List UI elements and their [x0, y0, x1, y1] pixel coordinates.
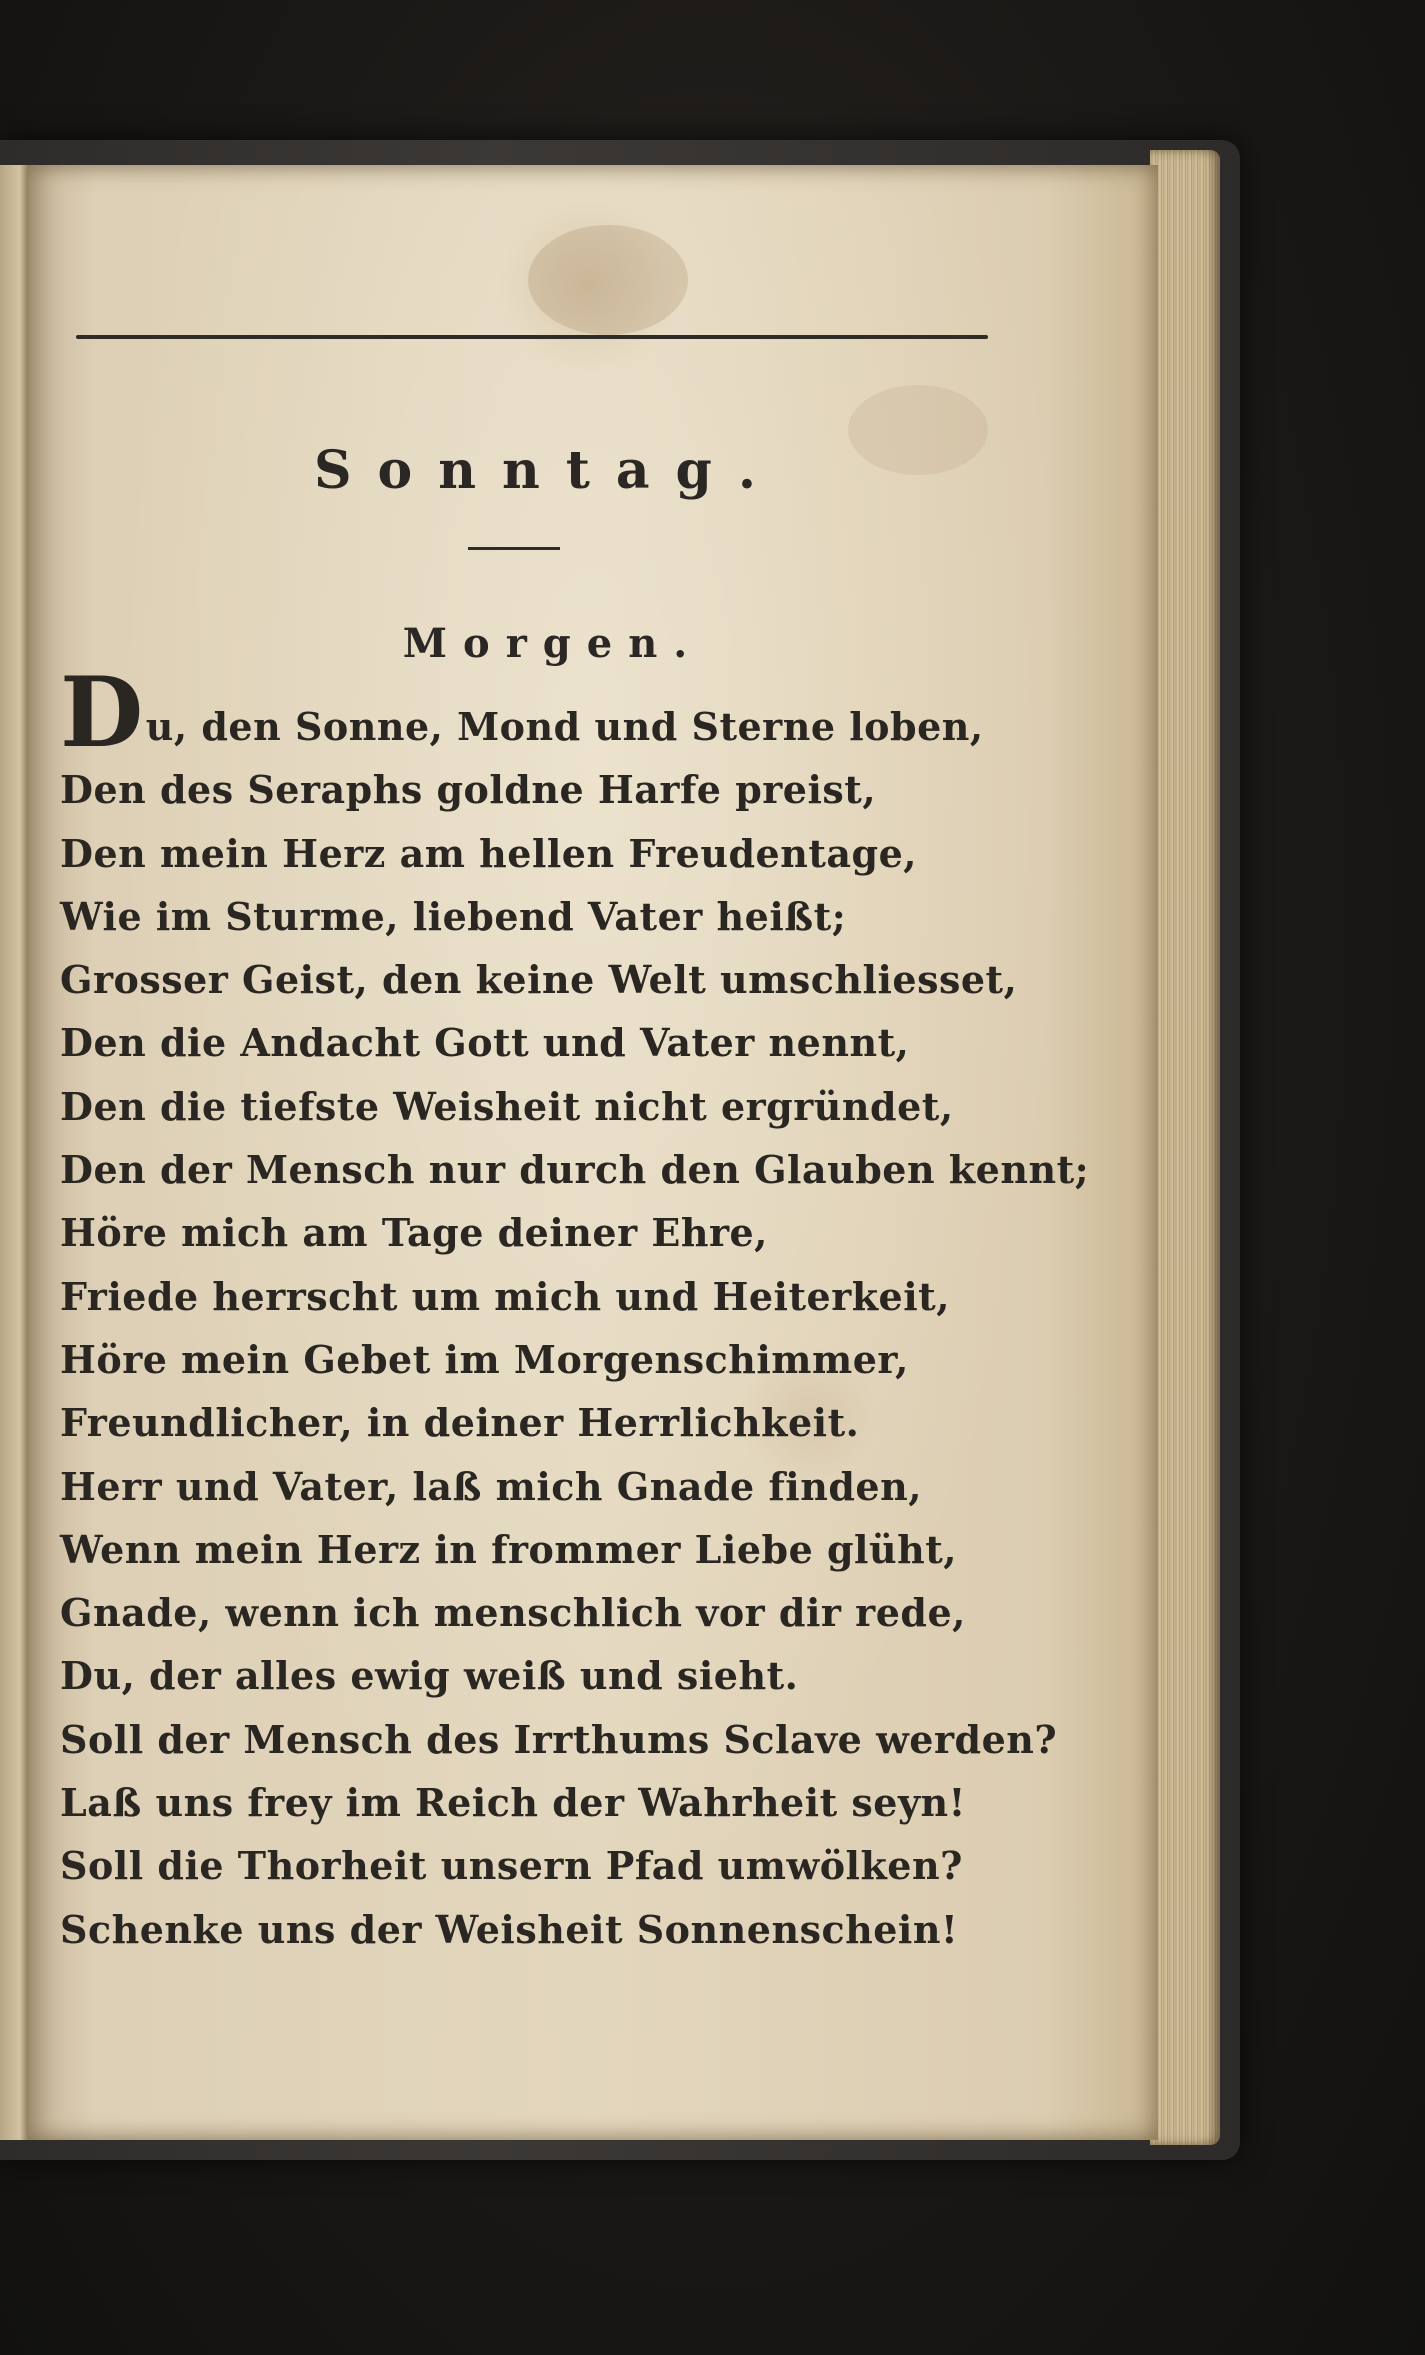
poem-line: Wenn mein Herz in frommer Liebe glüht,: [60, 1526, 958, 1572]
page-edges: [1150, 150, 1220, 2145]
poem-line: Laß uns frey im Reich der Wahrheit seyn!: [60, 1780, 966, 1826]
poem-line: Den die tiefste Weisheit nicht ergründet,: [60, 1083, 954, 1129]
poem-line: Den der Mensch nur durch den Glauben kennt;: [60, 1147, 1090, 1193]
poem-line: Soll die Thorheit unsern Pfad umwölken?: [60, 1843, 963, 1889]
poem-line: Höre mein Gebet im Morgenschimmer,: [60, 1336, 909, 1382]
drop-cap: D: [60, 656, 144, 769]
poem-line: Den die Andacht Gott und Vater nennt,: [60, 1020, 910, 1066]
poem-line: Grosser Geist, den keine Welt umschliesset,: [60, 957, 1018, 1003]
page-title: Sonntag.: [313, 440, 783, 501]
poem-line: Freundlicher, in deiner Herrlichkeit.: [60, 1400, 860, 1446]
book-page: [28, 165, 1158, 2140]
title-rule: [468, 547, 560, 550]
poem-line: Soll der Mensch des Irrthums Sclave werden?: [60, 1716, 1058, 1762]
header-rule: [76, 335, 988, 339]
facing-page-edge: [0, 165, 28, 2140]
poem-line: Schenke uns der Weisheit Sonnenschein!: [60, 1906, 959, 1952]
poem-line: Den mein Herz am hellen Freudentage,: [60, 830, 918, 876]
first-line-text: u, den Sonne, Mond und Sterne loben,: [145, 704, 984, 749]
poem: [60, 656, 1090, 1961]
poem-line: Den des Seraphs goldne Harfe preist,: [60, 767, 877, 813]
poem-line: Höre mich am Tage deiner Ehre,: [60, 1210, 768, 1256]
poem-line: Wie im Sturme, liebend Vater heißt;: [60, 893, 847, 939]
page-stain: [528, 225, 688, 335]
poem-line: Du, der alles ewig weiß und sieht.: [60, 1653, 799, 1699]
poem-line: Gnade, wenn ich menschlich vor dir rede,: [60, 1590, 966, 1636]
section-title: Morgen.: [402, 620, 704, 667]
poem-line-first: [60, 656, 1030, 769]
poem-line: Herr und Vater, laß mich Gnade finden,: [60, 1463, 922, 1509]
poem-line: Friede herrscht um mich und Heiterkeit,: [60, 1273, 950, 1319]
